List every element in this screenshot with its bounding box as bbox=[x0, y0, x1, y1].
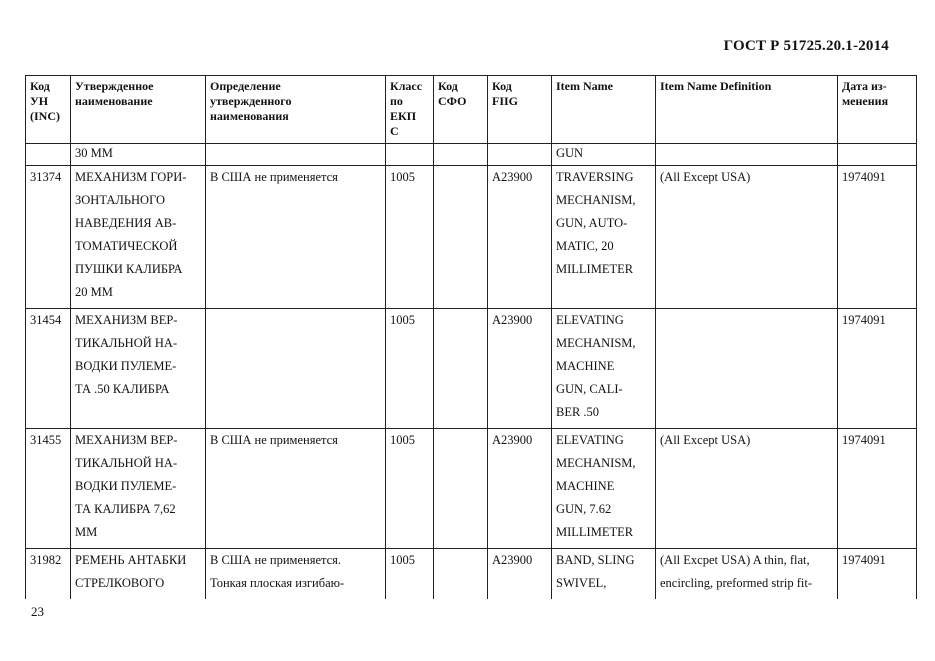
cell-text-line: 1974091 bbox=[842, 313, 886, 327]
catalog-table bbox=[25, 75, 917, 599]
date-cell bbox=[838, 144, 917, 166]
cell-text-line: BER .50 bbox=[556, 405, 600, 419]
cell-text-line: (All Except USA) bbox=[660, 433, 751, 447]
definition-cell bbox=[206, 166, 386, 309]
header-approved-name bbox=[71, 76, 206, 144]
cell-text-line: МЕХАНИЗМ ВЕР- bbox=[75, 313, 178, 327]
cell-text-line: MILLIMETER bbox=[556, 525, 634, 539]
item-name-cell bbox=[552, 144, 656, 166]
item-definition-cell bbox=[656, 166, 838, 309]
header-label-line: Код bbox=[30, 79, 50, 93]
cell-text-line: MECHANISM, bbox=[556, 456, 636, 470]
header-label-line: УН bbox=[30, 94, 49, 108]
cell-text-line: MILLIMETER bbox=[556, 262, 634, 276]
table-row bbox=[26, 309, 917, 429]
header-approved-name-definition bbox=[206, 76, 386, 144]
cell-text-line: ЗОНТАЛЬНОГО bbox=[75, 193, 166, 207]
header-label-line: ЕКП bbox=[390, 109, 417, 123]
cell-text-line: В США не применяется bbox=[210, 433, 338, 447]
sfo-cell bbox=[434, 144, 488, 166]
fiig-cell bbox=[488, 549, 552, 600]
cell-text-line: SWIVEL, bbox=[556, 576, 607, 590]
approved-name-cell bbox=[71, 429, 206, 549]
definition-cell bbox=[206, 144, 386, 166]
header-label-line: Утвержденное bbox=[75, 79, 154, 93]
cell-text-line: GUN bbox=[556, 146, 584, 160]
cell-text-line: TRAVERSING bbox=[556, 170, 634, 184]
header-label-line: утвержденного bbox=[210, 94, 292, 108]
cell-text-line: A23900 bbox=[492, 170, 533, 184]
cell-text-line: РЕМЕНЬ АНТАБКИ bbox=[75, 553, 187, 567]
inc-code-cell bbox=[26, 144, 71, 166]
cell-text-line: ТОМАТИЧЕСКОЙ bbox=[75, 239, 178, 253]
class-cell bbox=[386, 549, 434, 600]
cell-text-line: A23900 bbox=[492, 433, 533, 447]
sfo-cell bbox=[434, 166, 488, 309]
cell-text-line: В США не применяется bbox=[210, 170, 338, 184]
definition-cell bbox=[206, 309, 386, 429]
header-label-line: по bbox=[390, 94, 403, 108]
item-name-cell bbox=[552, 309, 656, 429]
header-label-line: Item Name bbox=[556, 79, 613, 93]
sfo-cell bbox=[434, 549, 488, 600]
cell-text-line: 20 ММ bbox=[75, 285, 113, 299]
cell-text-line: 1005 bbox=[390, 170, 415, 184]
date-cell bbox=[838, 429, 917, 549]
cell-text-line: ТИКАЛЬНОЙ НА- bbox=[75, 456, 178, 470]
date-cell bbox=[838, 549, 917, 600]
cell-text-line: СТРЕЛКОВОГО bbox=[75, 576, 165, 590]
cell-text-line: МЕХАНИЗМ ГОРИ- bbox=[75, 170, 187, 184]
item-name-cell bbox=[552, 166, 656, 309]
document-code: ГОСТ Р 51725.20.1-2014 bbox=[723, 38, 889, 54]
header-label-line: Определение bbox=[210, 79, 281, 93]
header-label-line: FIIG bbox=[492, 94, 519, 108]
cell-text-line: МЕХАНИЗМ ВЕР- bbox=[75, 433, 178, 447]
cell-text-line: GUN, AUTO- bbox=[556, 216, 628, 230]
item-name-cell bbox=[552, 549, 656, 600]
cell-text-line: MECHANISM, bbox=[556, 336, 636, 350]
cell-text-line: ТИКАЛЬНОЙ НА- bbox=[75, 336, 178, 350]
header-label-line: С bbox=[390, 124, 399, 138]
cell-text-line: ELEVATING bbox=[556, 313, 624, 327]
item-definition-cell bbox=[656, 309, 838, 429]
item-definition-cell bbox=[656, 429, 838, 549]
cell-text-line: 31982 bbox=[30, 553, 62, 567]
header-fiig-code bbox=[488, 76, 552, 144]
fiig-cell bbox=[488, 429, 552, 549]
cell-text-line: BAND, SLING bbox=[556, 553, 635, 567]
cell-text-line: ТА КАЛИБРА 7,62 bbox=[75, 502, 176, 516]
item-definition-cell bbox=[656, 549, 838, 600]
inc-code-cell bbox=[26, 166, 71, 309]
cell-text-line: (All Excpet USA) A thin, flat, bbox=[660, 553, 810, 567]
definition-cell bbox=[206, 429, 386, 549]
class-cell bbox=[386, 166, 434, 309]
header-label-line: Класс bbox=[390, 79, 423, 93]
header-inc-code bbox=[26, 76, 71, 144]
inc-code-cell bbox=[26, 549, 71, 600]
class-cell bbox=[386, 309, 434, 429]
class-cell bbox=[386, 144, 434, 166]
sfo-cell bbox=[434, 429, 488, 549]
header-item-name bbox=[552, 76, 656, 144]
approved-name-cell bbox=[71, 166, 206, 309]
cell-text-line: ВОДКИ ПУЛЕМЕ- bbox=[75, 359, 177, 373]
header-label-line: (INC) bbox=[30, 109, 60, 123]
table-header-row bbox=[26, 76, 917, 144]
header-label-line: Код bbox=[438, 79, 458, 93]
cell-text-line: ПУШКИ КАЛИБРА bbox=[75, 262, 183, 276]
cell-text-line: 1005 bbox=[390, 553, 415, 567]
approved-name-cell bbox=[71, 309, 206, 429]
page-number: 23 bbox=[31, 604, 44, 619]
cell-text-line: A23900 bbox=[492, 313, 533, 327]
cell-text-line: Тонкая плоская изгибаю- bbox=[210, 576, 345, 590]
definition-cell bbox=[206, 549, 386, 600]
header-change-date bbox=[838, 76, 917, 144]
cell-text-line: НАВЕДЕНИЯ АВ- bbox=[75, 216, 177, 230]
cell-text-line: GUN, 7.62 bbox=[556, 502, 612, 516]
cell-text-line: ТА .50 КАЛИБРА bbox=[75, 382, 170, 396]
cell-text-line: 31454 bbox=[30, 313, 62, 327]
cell-text-line: MECHANISM, bbox=[556, 193, 636, 207]
cell-text-line: 1974091 bbox=[842, 433, 886, 447]
header-label-line: менения bbox=[842, 94, 889, 108]
approved-name-cell bbox=[71, 549, 206, 600]
table-row bbox=[26, 549, 917, 600]
header-label-line: наименование bbox=[75, 94, 153, 108]
header-label-line: Item Name Definition bbox=[660, 79, 772, 93]
header-ekps-class bbox=[386, 76, 434, 144]
cell-text-line: 31455 bbox=[30, 433, 62, 447]
cell-text-line: MATIC, 20 bbox=[556, 239, 614, 253]
cell-text-line: encircling, preformed strip fit- bbox=[660, 576, 813, 590]
cell-text-line: MACHINE bbox=[556, 359, 615, 373]
header-label-line: Код bbox=[492, 79, 512, 93]
cell-text-line: 1974091 bbox=[842, 170, 886, 184]
cell-text-line: 31374 bbox=[30, 170, 62, 184]
fiig-cell bbox=[488, 144, 552, 166]
cell-text-line: ММ bbox=[75, 525, 98, 539]
cell-text-line: 1005 bbox=[390, 433, 415, 447]
approved-name-cell bbox=[71, 144, 206, 166]
cell-text-line: (All Except USA) bbox=[660, 170, 751, 184]
header-label-line: Дата из- bbox=[842, 79, 887, 93]
cell-text-line: GUN, CALI- bbox=[556, 382, 623, 396]
table-row bbox=[26, 144, 917, 166]
class-cell bbox=[386, 429, 434, 549]
cell-text-line: В США не применяется. bbox=[210, 553, 342, 567]
inc-code-cell bbox=[26, 309, 71, 429]
fiig-cell bbox=[488, 309, 552, 429]
header-label-line: СФО bbox=[438, 94, 467, 108]
cell-text-line: A23900 bbox=[492, 553, 533, 567]
table-row bbox=[26, 429, 917, 549]
date-cell bbox=[838, 166, 917, 309]
header-sfo-code bbox=[434, 76, 488, 144]
cell-text-line: 30 ММ bbox=[75, 146, 113, 160]
header-item-name-definition bbox=[656, 76, 838, 144]
inc-code-cell bbox=[26, 429, 71, 549]
sfo-cell bbox=[434, 309, 488, 429]
cell-text-line: ELEVATING bbox=[556, 433, 624, 447]
header-label-line: наименования bbox=[210, 109, 289, 123]
item-definition-cell bbox=[656, 144, 838, 166]
table-row bbox=[26, 166, 917, 309]
cell-text-line: 1005 bbox=[390, 313, 415, 327]
date-cell bbox=[838, 309, 917, 429]
cell-text-line: ВОДКИ ПУЛЕМЕ- bbox=[75, 479, 177, 493]
fiig-cell bbox=[488, 166, 552, 309]
cell-text-line: MACHINE bbox=[556, 479, 615, 493]
cell-text-line: 1974091 bbox=[842, 553, 886, 567]
item-name-cell bbox=[552, 429, 656, 549]
